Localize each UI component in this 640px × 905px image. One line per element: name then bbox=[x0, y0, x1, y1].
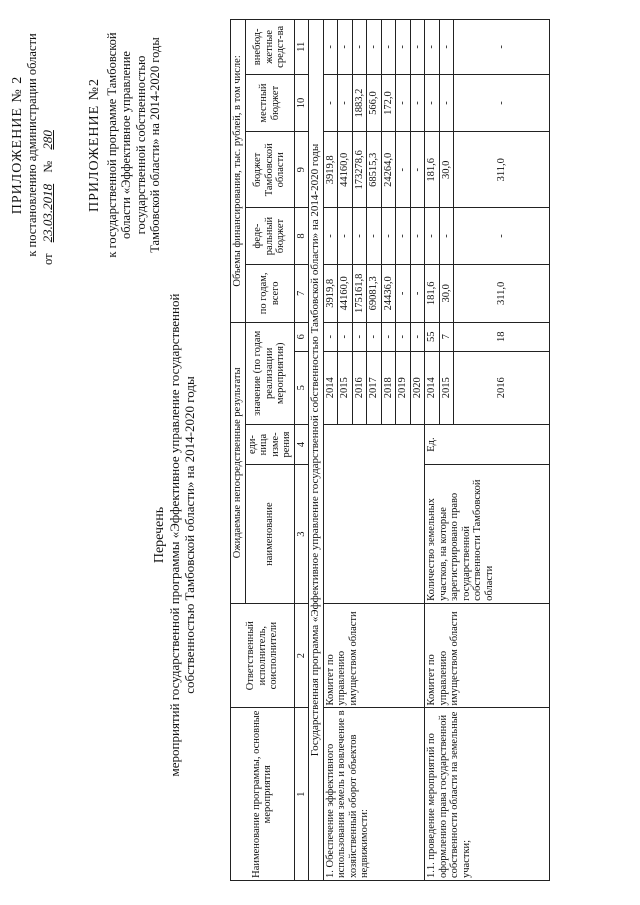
extrabudget-cell: - bbox=[323, 20, 338, 75]
local-cell: - bbox=[338, 74, 353, 132]
appendix2-line: государственной собственностью bbox=[133, 55, 148, 235]
handwritten-date: 23.03.2018 bbox=[40, 183, 55, 243]
federal-cell: - bbox=[338, 208, 353, 265]
year-cell: 2015 bbox=[338, 351, 353, 424]
col-number: 9 bbox=[294, 132, 309, 208]
total-cell: 69081,3 bbox=[367, 264, 382, 322]
from-label: от bbox=[41, 253, 55, 265]
local-cell: - bbox=[396, 74, 411, 132]
federal-cell: - bbox=[381, 208, 396, 265]
regional-cell: 30,0 bbox=[439, 132, 454, 208]
year-cell: 2018 bbox=[381, 351, 396, 424]
col-number: 7 bbox=[294, 264, 309, 322]
local-cell: 172,0 bbox=[381, 74, 396, 132]
section1-executor: Комитет по управлению имуществом области bbox=[323, 603, 425, 708]
extrabudget-cell: - bbox=[410, 20, 425, 75]
header-regional: бюджет Тамбовской области bbox=[245, 132, 294, 208]
header-local: местный бюджет bbox=[245, 74, 294, 132]
extrabudget-cell: - bbox=[396, 20, 411, 75]
column-number-row bbox=[294, 20, 309, 881]
year-cell: 2020 bbox=[410, 351, 425, 424]
regional-cell: - bbox=[410, 132, 425, 208]
header-program-name: Наименование программы, основные мероприятия bbox=[231, 708, 295, 881]
extrabudget-cell: - bbox=[454, 20, 550, 75]
number-label: № bbox=[41, 160, 55, 173]
header-extrabudget: внебюд-жетные средст-ва bbox=[245, 20, 294, 75]
document-title bbox=[152, 275, 197, 795]
local-cell: - bbox=[425, 74, 440, 132]
header-total: по годам, всего bbox=[245, 264, 294, 322]
appendix2-block bbox=[88, 25, 163, 265]
year-cell: 2015 bbox=[439, 351, 454, 424]
federal-cell: - bbox=[367, 208, 382, 265]
federal-cell: - bbox=[352, 208, 367, 265]
section1-result-empty bbox=[323, 424, 425, 603]
title-line: мероприятий государственной программы «Эффективное управление государственной bbox=[167, 293, 182, 777]
regional-cell: 181,6 bbox=[425, 132, 440, 208]
title-line: собственностью Тамбовской области» на 2014-2020 годы bbox=[182, 376, 197, 694]
regional-cell: - bbox=[396, 132, 411, 208]
regional-cell: 3919,8 bbox=[323, 132, 338, 208]
extrabudget-cell: - bbox=[338, 20, 353, 75]
header-value: значение (по годам реализации мероприятия) bbox=[245, 322, 294, 424]
extrabudget-cell: - bbox=[425, 20, 440, 75]
federal-cell: - bbox=[425, 208, 440, 265]
value-cell: 18 bbox=[454, 322, 550, 351]
value-cell: - bbox=[323, 322, 338, 351]
total-cell: 181,6 bbox=[425, 264, 440, 322]
regional-cell: 24264,0 bbox=[381, 132, 396, 208]
header-results-group: Ожидаемые непосредственные результаты bbox=[231, 322, 246, 603]
value-cell: - bbox=[410, 322, 425, 351]
table-row bbox=[425, 20, 440, 881]
value-cell: - bbox=[367, 322, 382, 351]
total-cell: 44160,0 bbox=[338, 264, 353, 322]
header-finance-group: Объемы финансирования, тыс. рублей, в том числе: bbox=[231, 20, 246, 323]
local-cell: - bbox=[454, 74, 550, 132]
section11-name: 1.1. проведение мероприятий по оформлению права государственной собственности области на земельные участки; bbox=[425, 708, 550, 881]
header-federal: феде-ральный бюджет bbox=[245, 208, 294, 265]
appendix2-line: области «Эффективное управление bbox=[119, 51, 133, 240]
year-cell: 2019 bbox=[396, 351, 411, 424]
col-number: 2 bbox=[294, 603, 309, 708]
regional-cell: 173278,6 bbox=[352, 132, 367, 208]
section11-result-name: Количество земельных участков, на которые зарегистрировано право государственной собственности Тамбовской области bbox=[425, 465, 550, 604]
value-cell: 55 bbox=[425, 322, 440, 351]
col-number: 4 bbox=[294, 424, 309, 465]
federal-cell: - bbox=[454, 208, 550, 265]
section11-executor: Комитет по управлению имуществом области bbox=[425, 603, 550, 708]
local-cell: - bbox=[410, 74, 425, 132]
value-cell: - bbox=[352, 322, 367, 351]
col-number: 8 bbox=[294, 208, 309, 265]
year-cell: 2016 bbox=[352, 351, 367, 424]
col-number: 11 bbox=[294, 20, 309, 75]
appendix2-line: Тамбовской области» на 2014-2020 годы bbox=[148, 37, 162, 253]
header-executor: Ответственный исполнитель, соисполнители bbox=[231, 603, 295, 708]
total-cell: 175161,8 bbox=[352, 264, 367, 322]
section11-unit: Ед. bbox=[425, 424, 550, 465]
extrabudget-cell: - bbox=[367, 20, 382, 75]
total-cell: - bbox=[396, 264, 411, 322]
federal-cell: - bbox=[410, 208, 425, 265]
year-cell: 2014 bbox=[323, 351, 338, 424]
total-cell: 3919,8 bbox=[323, 264, 338, 322]
program-row: Государственная программа «Эффективное управление государственной собственностью Тамбовской области» на 2014-2020 годы bbox=[309, 20, 324, 881]
value-cell: 7 bbox=[439, 322, 454, 351]
value-cell: - bbox=[381, 322, 396, 351]
appendix2-line: к государственной программе Тамбовской bbox=[104, 32, 119, 258]
value-cell: - bbox=[338, 322, 353, 351]
year-cell: 2016 bbox=[454, 351, 550, 424]
appendix2-title: ПРИЛОЖЕНИЕ №2 bbox=[87, 78, 102, 212]
local-cell: 1883,2 bbox=[352, 74, 367, 132]
appendix-title: ПРИЛОЖЕНИЕ № 2 bbox=[10, 75, 25, 215]
table-row bbox=[323, 20, 338, 881]
local-cell: - bbox=[439, 74, 454, 132]
year-cell: 2014 bbox=[425, 351, 440, 424]
header-unit: еди-ница изме-рения bbox=[245, 424, 294, 465]
federal-cell: - bbox=[439, 208, 454, 265]
appendix-header bbox=[10, 25, 56, 265]
total-cell: 24436,0 bbox=[381, 264, 396, 322]
total-cell: 30,0 bbox=[439, 264, 454, 322]
regional-cell: 311,0 bbox=[454, 132, 550, 208]
decree-line: к постановлению администрации области bbox=[25, 33, 39, 257]
section1-name: 1. Обеспечение эффективного использования земель и вовлечение в хозяйственный оборот объектов недвижимости: bbox=[323, 708, 425, 881]
col-number: 5 bbox=[294, 351, 309, 424]
header-result-name: наименование bbox=[245, 465, 294, 604]
col-number: 10 bbox=[294, 74, 309, 132]
handwritten-number: 280 bbox=[40, 130, 55, 150]
year-cell: 2017 bbox=[367, 351, 382, 424]
extrabudget-cell: - bbox=[381, 20, 396, 75]
extrabudget-cell: - bbox=[439, 20, 454, 75]
col-number: 3 bbox=[294, 465, 309, 604]
extrabudget-cell: - bbox=[352, 20, 367, 75]
title-heading: Перечень bbox=[152, 506, 167, 564]
col-number: 6 bbox=[294, 322, 309, 351]
date-line bbox=[40, 25, 56, 265]
regional-cell: 44160,0 bbox=[338, 132, 353, 208]
local-cell: 566,0 bbox=[367, 74, 382, 132]
local-cell: - bbox=[323, 74, 338, 132]
value-cell: - bbox=[396, 322, 411, 351]
col-number: 1 bbox=[294, 708, 309, 881]
regional-cell: 68515,3 bbox=[367, 132, 382, 208]
total-cell: 311,0 bbox=[454, 264, 550, 322]
federal-cell: - bbox=[323, 208, 338, 265]
federal-cell: - bbox=[396, 208, 411, 265]
total-cell: - bbox=[410, 264, 425, 322]
measures-table bbox=[230, 19, 550, 881]
